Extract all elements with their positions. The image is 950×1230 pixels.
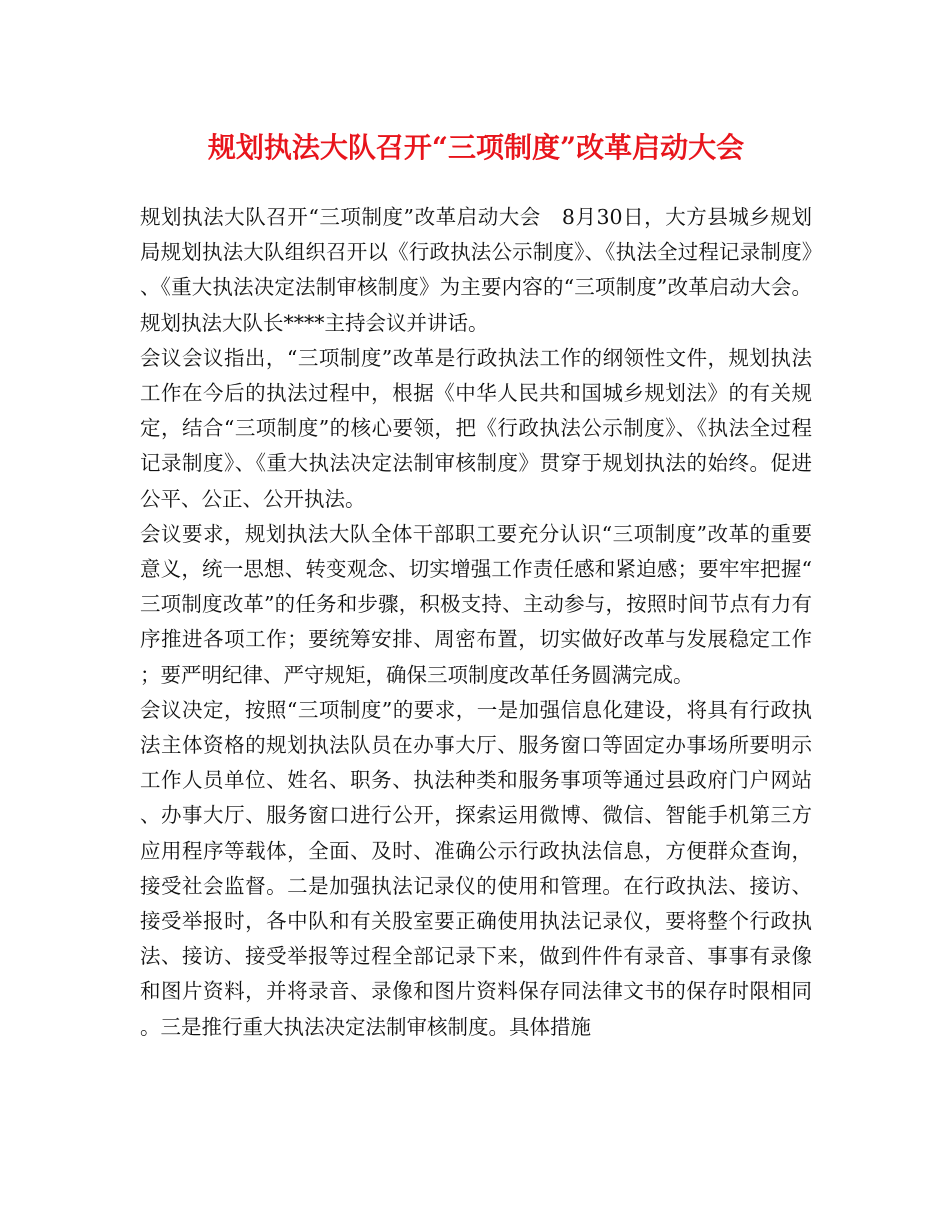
paragraph-intro: 规划执法大队召开“三项制度”改革启动大会 8月30日，大方县城乡规划局规划执法大队组织召开以《行政执法公示制度》、《执法全过程记录制度》、《重大执法决定法制审核制度》为主要内容的“三项制度”改革启动大会。规划执法大队长****主持会议并讲话。 <box>140 205 812 335</box>
document-body <box>140 200 812 1045</box>
document-title: 规划执法大队召开“三项制度”改革启动大会 <box>207 131 745 164</box>
paragraph-meeting-points: 会议会议指出，“三项制度”改革是行政执法工作的纲领性文件，规划执法工作在今后的执法过程中，根据《中华人民共和国城乡规划法》的有关规定，结合“三项制度”的核心要领，把《行政执法公示制度》、《执法全过程记录制度》、《重大执法决定法制审核制度》贯穿于规划执法的始终。促进公平、公正、公开执法。 <box>140 345 812 511</box>
paragraph-meeting-requirements: 会议要求，规划执法大队全体干部职工要充分认识“三项制度”改革的重要意义，统一思想、转变观念、切实增强工作责任感和紧迫感；要牢牢把握“三项制度改革”的任务和步骤，积极支持、主动参与，按照时间节点有力有序推进各项工作；要统筹安排、周密布置，切实做好改革与发展稳定工作；要严明纪律、严守规矩，确保三项制度改革任务圆满完成。 <box>140 521 812 687</box>
paragraph-meeting-decisions: 会议决定，按照“三项制度”的要求，一是加强信息化建设，将具有行政执法主体资格的规划执法队员在办事大厅、服务窗口等固定办事场所要明示工作人员单位、姓名、职务、执法种类和服务事项等通过县政府门户网站、办事大厅、服务窗口进行公开，探索运用微博、微信、智能手机第三方应用程序等载体，全面、及时、准确公示行政执法信息，方便群众查询，接受社会监督。二是加强执法记录仪的使用和管理。在行政执法、接访、接受举报时，各中队和有关股室要正确使用执法记录仪，要将整个行政执法、接访、接受举报等过程全部记录下来，做到件件有录音、事事有录像和图片资料，并将录音、录像和图片资料保存同法律文书的保存时限相同。三是推行重大执法决定法制审核制度。具体措施 <box>140 697 812 1039</box>
